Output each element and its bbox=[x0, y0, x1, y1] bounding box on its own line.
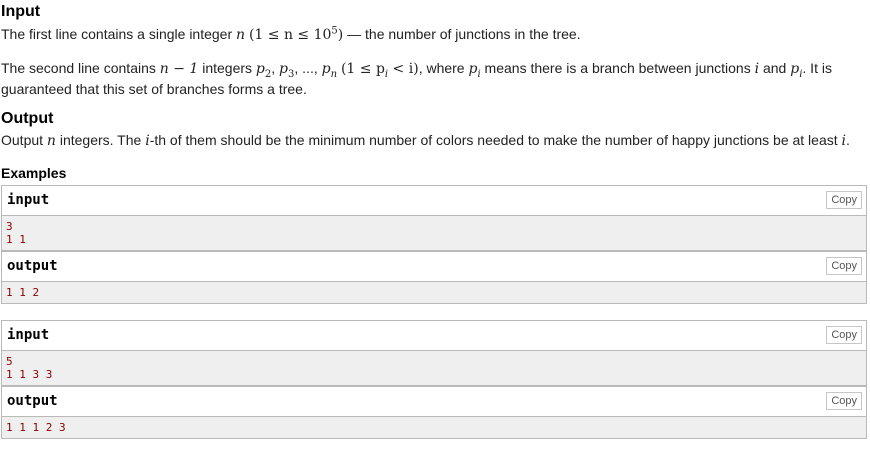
output-section-title: Output bbox=[1, 110, 54, 127]
example-2-input-copy-button[interactable]: Copy bbox=[826, 326, 862, 344]
input-section-title: Input bbox=[1, 3, 41, 20]
input-paragraph-2: The second line contains n − 1 integers $p_2$, $p_3$, ..., $p_n$ $(1 \le p_i < i)$, where $p_i$ means there is a branch between junctions i and $p_i$. It is guaranteed that this set of branches forms a tree. bbox=[1, 60, 832, 97]
example-2-output-label: output bbox=[7, 393, 58, 409]
example-2-output-header bbox=[2, 386, 866, 417]
examples-title: Examples bbox=[1, 165, 67, 181]
example-2-input-value: 5 1 1 3 3 bbox=[2, 351, 866, 386]
example-2-output-copy-button[interactable]: Copy bbox=[826, 392, 862, 410]
example-2-input-label: input bbox=[7, 327, 50, 343]
example-1-output-label: output bbox=[7, 258, 58, 274]
example-1-output-copy-button[interactable]: Copy bbox=[826, 257, 862, 275]
example-1-output-value: 1 1 2 bbox=[2, 282, 866, 303]
example-1-output-header bbox=[2, 251, 866, 282]
input-paragraph-1: The first line contains a single integer n $(1 \le n \le 10^5)$ — the number of junctions in the tree. bbox=[1, 25, 581, 43]
example-1-input-header bbox=[2, 186, 866, 216]
output-paragraph: Output n integers. The i-th of them should be the minimum number of colors needed to make the number of happy junctions be at least i. bbox=[1, 132, 850, 149]
example-1-input-label: input bbox=[7, 192, 50, 208]
example-1-input-value: 3 1 1 bbox=[2, 216, 866, 251]
example-1 bbox=[1, 185, 867, 304]
example-1-input-copy-button[interactable]: Copy bbox=[826, 191, 862, 209]
example-2 bbox=[1, 320, 867, 439]
example-2-input-header bbox=[2, 321, 866, 351]
example-2-output-value: 1 1 1 2 3 bbox=[2, 417, 866, 438]
